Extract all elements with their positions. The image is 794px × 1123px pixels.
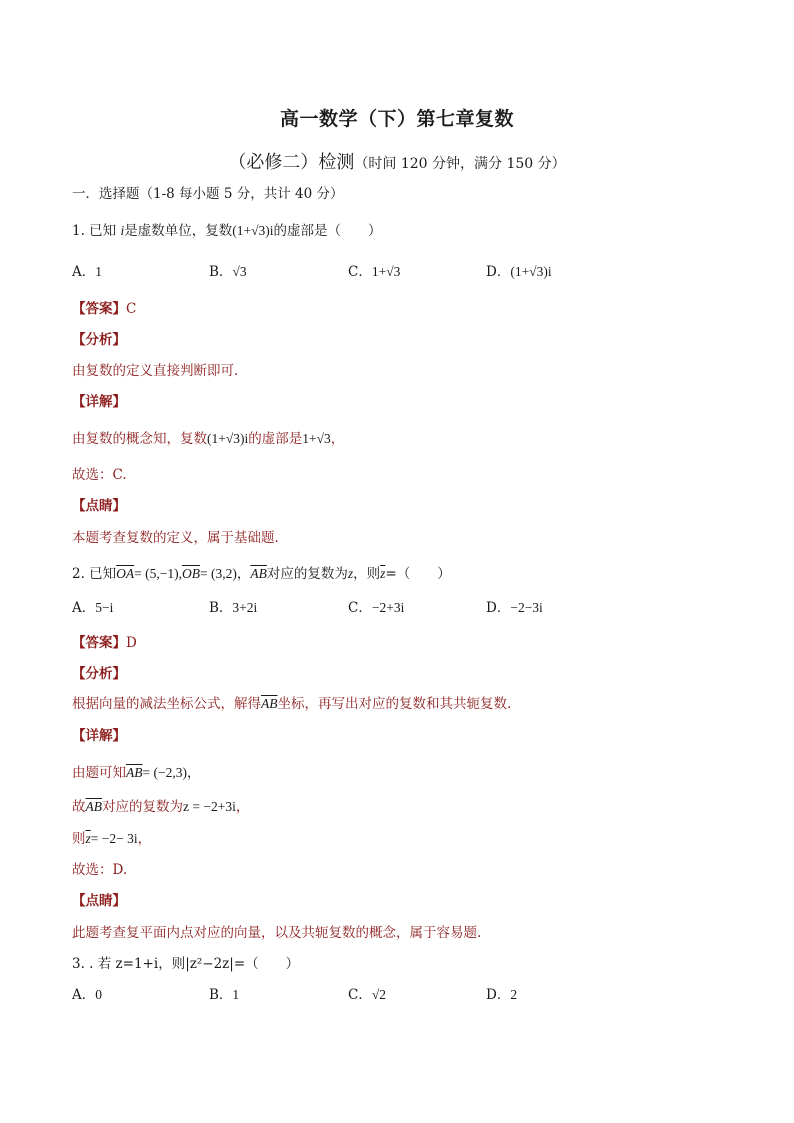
q1-stem	[72, 222, 382, 240]
q1-analysis-tag: 【分析】	[72, 332, 126, 348]
q2-choose: 故选：D.	[72, 862, 128, 878]
q2-analysis: 根据向量的减法坐标公式，解得$\overline{AB}$坐标，再写出对应的复数和其共轭复数.	[72, 696, 512, 712]
q1-stem-part: 的虚部是（ ）	[273, 223, 382, 239]
q2-option-d: D．−2−3i	[486, 600, 543, 616]
q2-option-a: A．5−i	[72, 600, 114, 616]
q3-option-b: B．1	[209, 987, 240, 1003]
q1-detail: 由复数的概念知，复数(1+√3)i的虚部是1+√3，	[72, 431, 345, 447]
page-subtitle	[0, 148, 794, 174]
q1-option-a: A．1	[72, 264, 102, 280]
q2-detail-1: 由题可知$\overline{AB}= (-2,3)$，	[72, 765, 201, 781]
q1-choose: 故选：C.	[72, 467, 127, 483]
q1-comment: 本题考查复数的定义，属于基础题.	[72, 530, 279, 546]
subtitle-note: （时间 120 分钟，满分 150 分）	[354, 156, 566, 172]
q1-expression: (1+√3)i	[232, 223, 274, 238]
q3-option-d: D．2	[486, 987, 518, 1003]
q1-answer: 【答案】C	[72, 301, 137, 317]
q1-option-d: D．(1+√3)i	[486, 264, 552, 280]
q1-option-b: B．√3	[209, 264, 247, 280]
page-title: 高一数学（下）第七章复数	[279, 108, 514, 130]
q2-analysis-tag: 【分析】	[72, 666, 126, 682]
q2-option-b: B．3+2i	[209, 600, 258, 616]
q3-stem: 3. . 若 z=1+i，则|z²−2z|=（ ）	[72, 956, 300, 972]
q1-comment-tag: 【点睛】	[72, 498, 126, 514]
q2-stem: 2. 已知$\overline{OA}= (5,-1),\overline{OB}= (3,2)$，$\overline{AB}$对应的复数为z，则$\overline{z}=$（ ）	[72, 566, 451, 582]
q2-detail-2: 故$\overline{AB}$对应的复数为z = −2+3i，	[72, 799, 250, 815]
q3-option-a: A．0	[72, 987, 102, 1003]
q2-detail-tag: 【详解】	[72, 728, 126, 744]
q1-detail-tag: 【详解】	[72, 394, 126, 410]
q3-option-c: C．√2	[348, 987, 387, 1003]
q1-analysis: 由复数的定义直接判断即可.	[72, 363, 239, 379]
q2-comment-tag: 【点睛】	[72, 893, 126, 909]
q2-detail-3: 则$\overline{z}= -2- 3i$，	[72, 831, 152, 847]
q2-answer: 【答案】D	[72, 635, 137, 651]
q1-option-c: C．1+√3	[348, 264, 401, 280]
q2-option-c: C．−2+3i	[348, 600, 405, 616]
section-heading: 一．选择题（1-8 每小题 5 分，共计 40 分）	[72, 186, 344, 202]
q1-stem-part: 是虚数单位，复数	[124, 223, 233, 239]
q1-stem-part: 1. 已知	[72, 223, 117, 239]
q2-comment: 此题考查复平面内点对应的向量，以及共轭复数的概念，属于容易题.	[72, 925, 482, 941]
subtitle-main: （必修二）检测	[228, 152, 355, 173]
q1-var-i: i	[120, 223, 125, 238]
